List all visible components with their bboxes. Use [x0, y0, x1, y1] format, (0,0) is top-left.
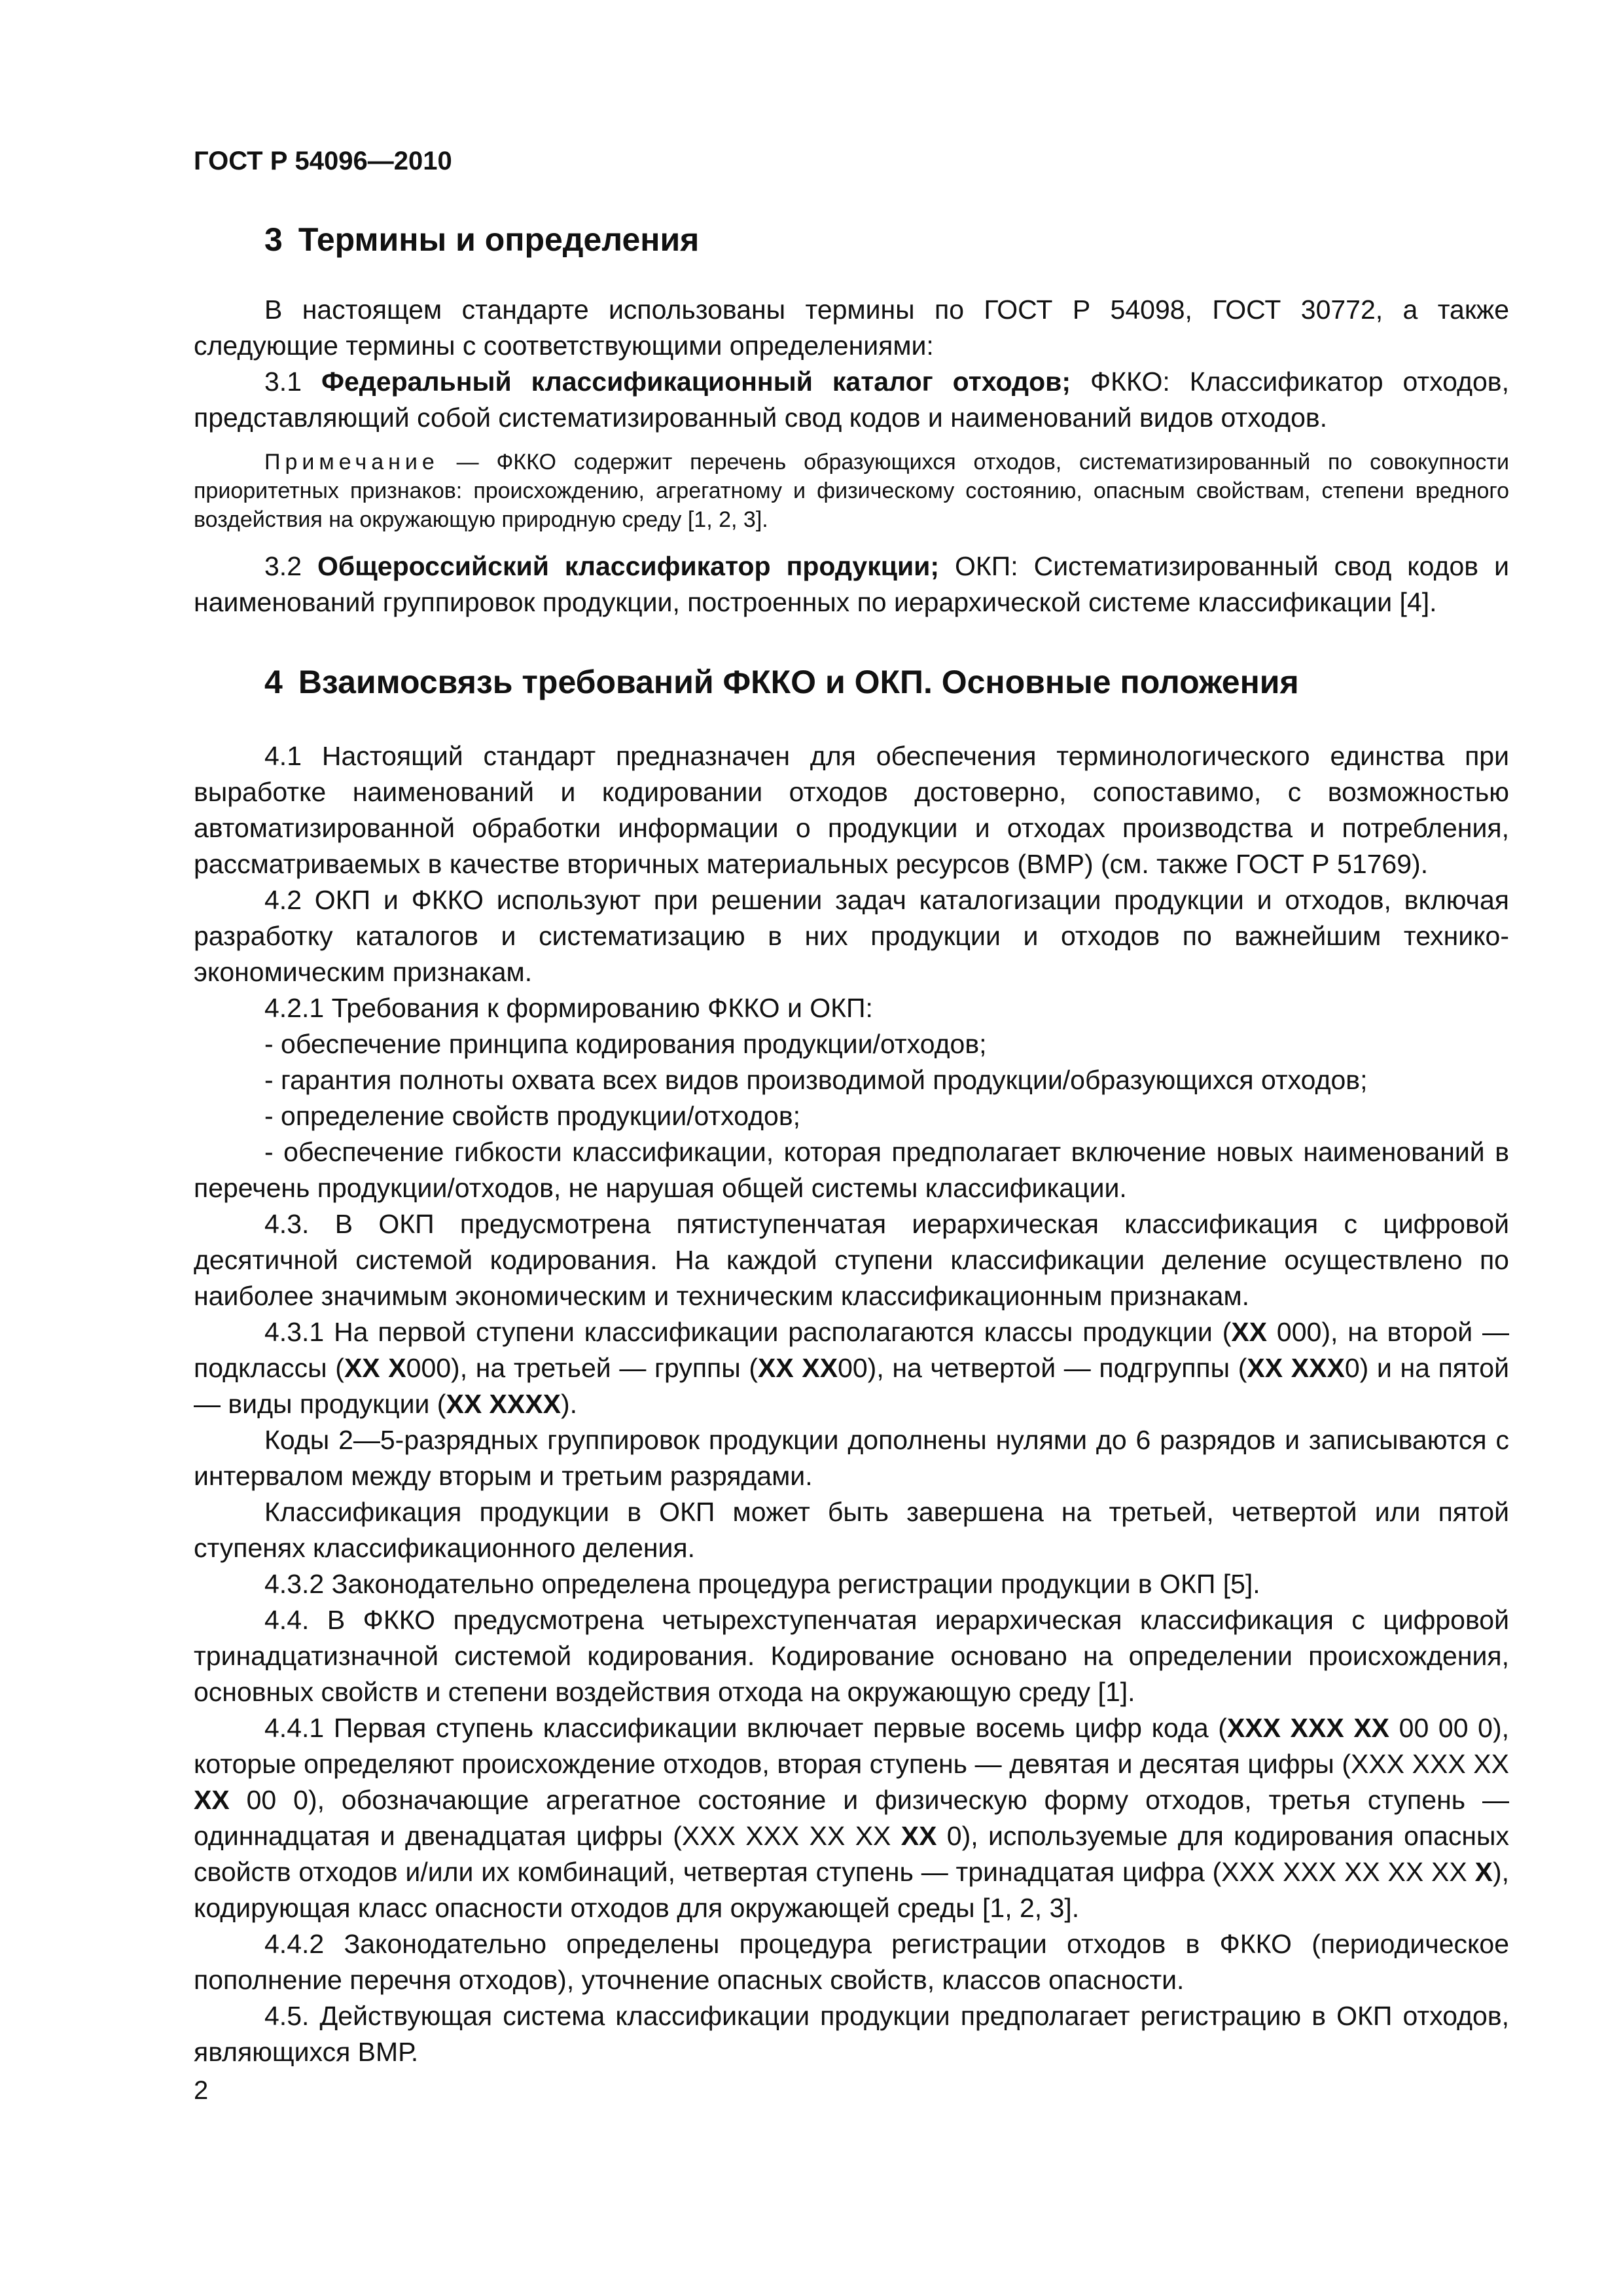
list-item: - гарантия полноты охвата всех видов производимой продукции/образующихся отходов; [264, 1065, 1368, 1095]
text-run: 00 00 0), которые определяют происхождение отходов, вторая ступень — девятая и десятая цифры (ХХХ ХХХ ХХ [194, 1713, 1509, 1779]
text-run: 00), на четвертой — подгруппы ( [838, 1353, 1247, 1383]
list-item: - обеспечение принципа кодирования продукции/отходов; [264, 1029, 987, 1059]
text-run: 000), на третьей — группы ( [406, 1353, 758, 1383]
text-run: 4.4.1 Первая ступень классификации включает первые восемь цифр кода ( [264, 1713, 1227, 1743]
section-4-number: 4 [264, 664, 283, 700]
paragraph-4-3-2: 4.3.2 Законодательно определена процедура регистрации продукции в ОКП [5]. [264, 1569, 1260, 1599]
text-run: 000), на второй — подклассы ( [194, 1317, 1509, 1383]
text-run: 0) и на пятой — виды продукции ( [194, 1353, 1510, 1419]
paragraph-4-4: 4.4. В ФККО предусмотрена четырехступенчатая иерархическая классификация с цифровой тринадцатизначной системой кодирования. Кодирование основано на определении происхождения, основных свойств и степени воздействия отхода на окружающую среду [1]. [194, 1605, 1509, 1707]
term-3-1-term: Федеральный классификационный каталог отходов; [321, 367, 1071, 397]
section-3-intro: В настоящем стандарте использованы термины по ГОСТ Р 54098, ГОСТ 30772, а также следующие термины с соответствующими определениями: [194, 295, 1509, 361]
code-mask: Х [1474, 1857, 1493, 1887]
term-3-2-term: Общероссийский классификатор продукции; [317, 551, 940, 581]
section-4-heading [194, 661, 1509, 703]
paragraph-classification: Классификация продукции в ОКП может быть завершена на третьей, четвертой или пятой ступенях классификационного деления. [194, 1497, 1509, 1563]
section-3-number: 3 [264, 221, 283, 258]
paragraph-4-4-1 [194, 1710, 1509, 1926]
page-number: 2 [194, 2076, 209, 2105]
term-3-1 [194, 364, 1509, 436]
term-3-2-number: 3.2 [264, 551, 302, 581]
note-label: Примечание [264, 450, 439, 475]
term-3-2-definition: ОКП: Систематизированный свод кодов и наименований группировок продукции, построенных по иерархической системе классификации [4]. [194, 551, 1509, 617]
term-3-1-number: 3.1 [264, 367, 302, 397]
code-mask: ХХ [194, 1785, 230, 1815]
code-mask: ХХ [901, 1821, 937, 1851]
list-item: - определение свойств продукции/отходов; [264, 1101, 801, 1131]
document-code-header: ГОСТ Р 54096—2010 [194, 147, 452, 175]
code-mask: ХХХ ХХХ ХХ [1226, 1713, 1390, 1743]
term-3-1-definition: ФККО: Классификатор отходов, представляющий собой систематизированный свод кодов и наименований видов отходов. [194, 367, 1509, 433]
paragraph-4-3: 4.3. В ОКП предусмотрена пятиступенчатая иерархическая классификация с цифровой десятичной системой кодирования. На каждой ступени классификации деление осуществлено по наиболее значимым экономическим и техническим классификационным признакам. [194, 1209, 1509, 1311]
text-run: 00 0), обозначающие агрегатное состояние и физическую форму отходов, третья ступень — одиннадцатая и двенадцатая цифры (ХХХ ХХХ ХХ ХХ [194, 1785, 1509, 1851]
text-run: 0), используемые для кодирования опасных свойств отходов и/или их комбинаций, четвертая ступень — тринадцатая цифра (ХХХ ХХХ ХХ ХХ ХХ [194, 1821, 1509, 1887]
paragraph-4-3-1 [194, 1314, 1509, 1422]
paragraph-4-2: 4.2 ОКП и ФККО используют при решении задач каталогизации продукции и отходов, включая разработку каталогов и систематизацию в них продукции и отходов по важнейшим технико-экономическим признакам. [194, 885, 1509, 987]
text-run: 4.3.1 На первой ступени классификации располагаются классы продукции ( [264, 1317, 1232, 1347]
section-3-title: Термины и определения [298, 221, 700, 258]
paragraph-4-1: 4.1 Настоящий стандарт предназначен для обеспечения терминологического единства при выработке наименований и кодировании отходов достоверно, сопоставимо, с возможностью автоматизированной обработки информации о продукции и отходах производства и потребления, рассматриваемых в качестве вторичных материальных ресурсов (ВМР) (см. также ГОСТ Р 51769). [194, 741, 1509, 879]
code-mask: ХХ ХХ [758, 1353, 838, 1383]
paragraph-4-4-2: 4.4.2 Законодательно определены процедура регистрации отходов в ФККО (периодическое пополнение перечня отходов), уточнение опасных свойств, классов опасности. [194, 1929, 1509, 1995]
term-3-1-note [194, 448, 1509, 534]
text-run: ). [560, 1389, 577, 1419]
list-item: - обеспечение гибкости классификации, которая предполагает включение новых наименований в перечень продукции/отходов, не нарушая общей системы классификации. [194, 1137, 1509, 1203]
code-mask: ХХ [1231, 1317, 1268, 1347]
paragraph-4-5: 4.5. Действующая система классификации продукции предполагает регистрацию в ОКП отходов, являющихся ВМР. [194, 2001, 1509, 2067]
code-mask: ХХ ХХХХ [446, 1389, 561, 1419]
text-run: ), кодирующая класс опасности отходов для окружающей среды [1, 2, 3]. [194, 1857, 1509, 1923]
code-mask: ХХ ХХХ [1247, 1353, 1345, 1383]
term-3-2 [194, 548, 1509, 620]
paragraph-4-2-1: 4.2.1 Требования к формированию ФККО и ОКП: [264, 993, 873, 1023]
document-page [194, 144, 1509, 2070]
section-4-title: Взаимосвязь требований ФККО и ОКП. Основные положения [298, 664, 1299, 700]
note-text: — ФККО содержит перечень образующихся отходов, систематизированный по совокупности приоритетных признаков: происхождению, агрегатному и физическому состоянию, опасным свойствам, степени вредного воздействия на окружающую природную среду [1, 2, 3]. [194, 450, 1509, 532]
code-mask: ХХ Х [344, 1353, 406, 1383]
paragraph-codes: Коды 2—5-разрядных группировок продукции дополнены нулями до 6 разрядов и записываются с интервалом между вторым и третьим разрядами. [194, 1425, 1509, 1491]
section-3-heading [194, 219, 1509, 260]
